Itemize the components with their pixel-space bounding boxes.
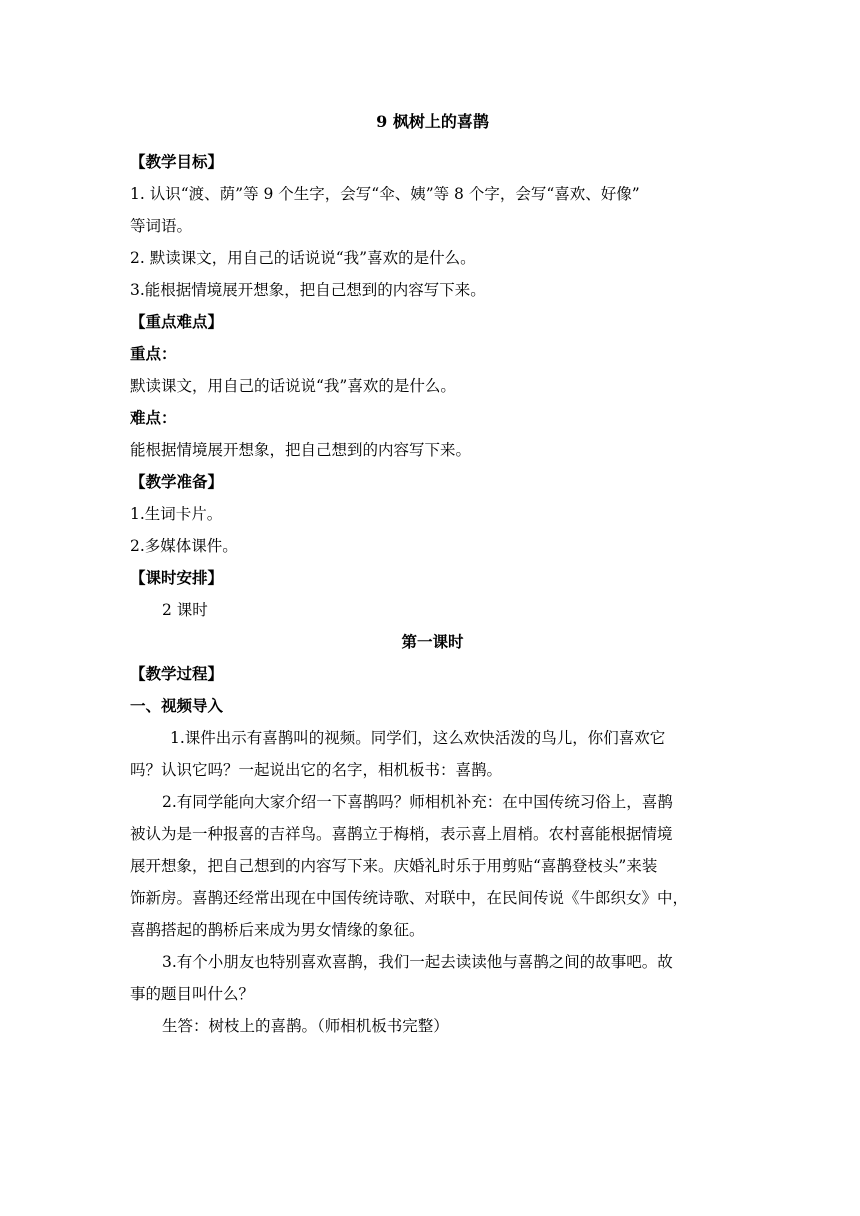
step-2-line-e: 喜鹊搭起的鹊桥后来成为男女情缘的象征。: [130, 921, 425, 939]
preparation-item-1: 1.生词卡片。: [130, 505, 223, 523]
difficulty-text: 能根据情境展开想象，把自己想到的内容写下来。: [130, 441, 472, 459]
goal-1-line-a: 1. 认识“渡、荫”等 9 个生字，会写“伞、姨”等 8 个字，会写“喜欢、好像”: [130, 185, 640, 203]
step-3-line-a: 3.有个小朋友也特别喜欢喜鹊，我们一起去读读他与喜鹊之间的故事吧。故: [162, 953, 673, 971]
key-point-label: 重点：: [130, 344, 177, 363]
document-title: 9 枫树上的喜鹊: [376, 112, 489, 131]
step-1-line-b: 吗？认识它吗？一起说出它的名字，相机板书：喜鹊。: [130, 761, 503, 779]
lesson-1-heading: 第一课时: [401, 632, 464, 651]
step-2-line-a: 2.有同学能向大家介绍一下喜鹊吗？师相机补充：在中国传统习俗上，喜鹊: [162, 793, 673, 811]
preparation-heading: 【教学准备】: [130, 472, 224, 491]
difficulty-label: 难点：: [130, 408, 177, 427]
part-1-heading: 一、视频导入: [130, 696, 224, 715]
step-2-line-d: 饰新房。喜鹊还经常出现在中国传统诗歌、对联中，在民间传说《牛郎织女》中，: [130, 889, 689, 907]
goal-1-line-b: 等词语。: [130, 217, 193, 235]
schedule-text: 2 课时: [162, 601, 208, 619]
student-answer: 生答：树枝上的喜鹊。（师相机板书完整）: [162, 1017, 449, 1035]
step-3-line-b: 事的题目叫什么？: [130, 985, 255, 1003]
goal-2: 2. 默读课文，用自己的话说说“我”喜欢的是什么。: [130, 249, 476, 267]
goals-heading: 【教学目标】: [130, 152, 224, 171]
document-page: [130, 100, 735, 1042]
key-difficulty-heading: 【重点难点】: [130, 312, 224, 331]
goal-3: 3.能根据情境展开想象，把自己想到的内容写下来。: [130, 281, 486, 299]
key-point-text: 默读课文，用自己的话说说“我”喜欢的是什么。: [130, 377, 456, 395]
preparation-item-2: 2.多媒体课件。: [130, 537, 238, 555]
schedule-heading: 【课时安排】: [130, 568, 224, 587]
step-1-line-a: 1.课件出示有喜鹊叫的视频。同学们，这么欢快活泼的鸟儿，你们喜欢它: [170, 729, 666, 747]
step-2-line-c: 展开想象，把自己想到的内容写下来。庆婚礼时乐于用剪贴“喜鹊登枝头”来装: [130, 857, 658, 875]
step-2-line-b: 被认为是一种报喜的吉祥鸟。喜鹊立于梅梢，表示喜上眉梢。农村喜能根据情境: [130, 825, 673, 843]
process-heading: 【教学过程】: [130, 664, 224, 683]
